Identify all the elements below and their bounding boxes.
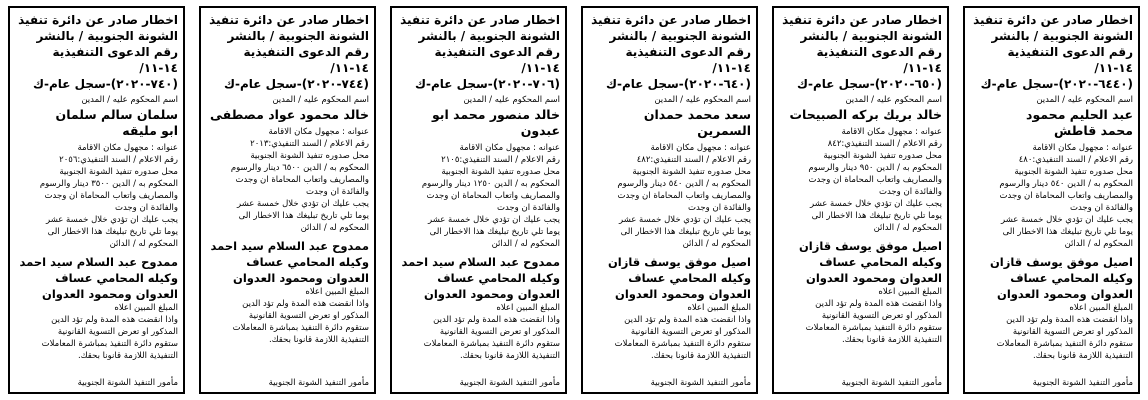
address-line: عنوانه : مجهول مكان الاقامة — [268, 127, 369, 137]
amount-note: المبلغ المبين اعلاه — [305, 287, 369, 297]
warning-text: يجب عليك ان تؤدي خلال خمسة عشر يوما تلي تاريخ تبليغك هذا الاخطار الى المحكوم له / الدائن — [1001, 215, 1133, 249]
notice-header: اخطار صادر عن دائرة تنفيذ الشونة الجنوبية / بالنشر رقم الدعوى التنفيذية ١٤-١١/ (٧٠٦-٢٠٢٠)-سجل عام-ك — [400, 13, 560, 91]
warning-text: يجب عليك ان تؤدي خلال خمسة عشر يوما تلي تاريخ تبليغك هذا الاخطار الى المحكوم له / الدائن — [810, 199, 942, 233]
creditor-name: اصيل موفق يوسف قازان وكيله المحامي عساف العدوان ومحمود العدوان — [607, 255, 751, 301]
signature-line: مأمور التنفيذ الشونة الجنوبية — [650, 378, 751, 388]
creditor-name: ممدوح عبد السلام سيد احمد وكيله المحامي عساف العدوان ومحمود العدوان — [210, 239, 369, 285]
notice-box — [772, 6, 949, 394]
debtor-name: سعد محمد حمدان السمرين — [643, 107, 751, 138]
notice-box — [581, 6, 758, 394]
signature-line: مأمور التنفيذ الشونة الجنوبية — [1032, 378, 1133, 388]
debtor-label: اسم المحكوم عليه / المدين — [654, 95, 751, 105]
issuer-line: محل صدوره تنفيذ الشونة الجنوبية — [59, 167, 178, 177]
signature-line: مأمور التنفيذ الشونة الجنوبية — [77, 378, 178, 388]
debtor-name: خالد محمود عواد مصطفى — [209, 107, 369, 122]
notice-header: اخطار صادر عن دائرة تنفيذ الشونة الجنوبية / بالنشر رقم الدعوى التنفيذية ١٤-١١/ (٦٤٤٠-٢٠٢٠)-سجل عام-ك — [973, 13, 1133, 91]
debtor-name: سلمان سالم سلمان ابو مليقه — [55, 107, 178, 138]
creditor-name: ممدوح عبد السلام سيد احمد وكيله المحامي عساف العدوان ومحمود العدوان — [401, 255, 560, 301]
debtor-label: اسم المحكوم عليه / المدين — [1036, 95, 1133, 105]
signature-line: مأمور التنفيذ الشونة الجنوبية — [268, 378, 369, 388]
debtor-label: اسم المحكوم عليه / المدين — [845, 95, 942, 105]
creditor-name: ممدوح عبد السلام سيد احمد وكيله المحامي عساف العدوان ومحمود العدوان — [19, 255, 178, 301]
announcement-line: رقم الاعلام / السند التنفيذي:٢١٠٥ — [441, 155, 560, 165]
announcement-line: رقم الاعلام / السند التنفيذي:٢٠١٣ — [250, 139, 369, 149]
amount-note: المبلغ المبين اعلاه — [878, 287, 942, 297]
issuer-line: محل صدوره تنفيذ الشونة الجنوبية — [441, 167, 560, 177]
amount-text: المحكوم به / الدين ٣٥٠٠ دينار والرسوم والمصاريف واتعاب المحاماة ان وجدت والفائدة ان وجدت — [39, 179, 178, 213]
notice-header: اخطار صادر عن دائرة تنفيذ الشونة الجنوبية / بالنشر رقم الدعوى التنفيذية ١٤-١١/ (٦٥٠-٢٠٢٠)-سجل عام-ك — [782, 13, 942, 91]
closing-text: واذا انقضت هذه المدة ولم تؤد الدين المذكور او تعرض التسوية القانونية ستقوم دائرة التنفيذ بمباشرة المعاملات التنفيذية اللازمة قانونا بحقك. — [805, 299, 942, 345]
amount-note: المبلغ المبين اعلاه — [496, 303, 560, 313]
notice-box — [390, 6, 567, 394]
announcement-line: رقم الاعلام / السند التنفيذي:٤٨٠ — [1018, 155, 1133, 165]
creditor-name: اصيل موفق يوسف قازان وكيله المحامي عساف العدوان ومحمود العدوان — [798, 239, 942, 285]
amount-text: المحكوم به / الدين ٥٤٠ دينار والرسوم والمصاريف واتعاب المحاماة ان وجدت والفائدة ان وجدت — [617, 179, 751, 213]
notice-box — [963, 6, 1140, 394]
address-line: عنوانه : مجهول مكان الاقامة — [1032, 143, 1133, 153]
issuer-line: محل صدوره تنفيذ الشونة الجنوبية — [823, 151, 942, 161]
amount-text: المحكوم به / الدين ٥٤٠ دينار والرسوم والمصاريف واتعاب المحاماة ان وجدت والفائدة ان وجدت — [999, 179, 1133, 213]
address-line: عنوانه : مجهول مكان الاقامة — [77, 143, 178, 153]
amount-note: المبلغ المبين اعلاه — [114, 303, 178, 313]
debtor-label: اسم المحكوم عليه / المدين — [463, 95, 560, 105]
announcement-line: رقم الاعلام / السند التنفيذي:٨٤٢ — [827, 139, 942, 149]
notice-header: اخطار صادر عن دائرة تنفيذ الشونة الجنوبية / بالنشر رقم الدعوى التنفيذية ١٤-١١/ (٧٤٤-٢٠٢٠)-سجل عام-ك — [209, 13, 369, 91]
warning-text: يجب عليك ان تؤدي خلال خمسة عشر يوما تلي تاريخ تبليغك هذا الاخطار الى المحكوم له / الدائن — [237, 199, 369, 233]
closing-text: واذا انقضت هذه المدة ولم تؤد الدين المذكور او تعرض التسوية القانونية ستقوم دائرة التنفيذ بمباشرة المعاملات التنفيذية اللازمة قانونا بحقك. — [232, 299, 369, 345]
warning-text: يجب عليك ان تؤدي خلال خمسة عشر يوما تلي تاريخ تبليغك هذا الاخطار الى المحكوم له / الدائن — [428, 215, 560, 249]
closing-text: واذا انقضت هذه المدة ولم تؤد الدين المذكور او تعرض التسوية القانونية ستقوم دائرة التنفيذ بمباشرة المعاملات التنفيذية اللازمة قانونا بحقك. — [41, 315, 178, 361]
debtor-name: خالد بريك بركه الصبيحات — [789, 107, 942, 122]
warning-text: يجب عليك ان تؤدي خلال خمسة عشر يوما تلي تاريخ تبليغك هذا الاخطار الى المحكوم له / الدائن — [619, 215, 751, 249]
debtor-name: خالد منصور محمد ابو عبدون — [431, 107, 560, 138]
closing-text: واذا انقضت هذه المدة ولم تؤد الدين المذكور او تعرض التسوية القانونية ستقوم دائرة التنفيذ بمباشرة المعاملات التنفيذية اللازمة قانونا بحقك. — [996, 315, 1133, 361]
address-line: عنوانه : مجهول مكان الاقامة — [650, 143, 751, 153]
address-line: عنوانه : مجهول مكان الاقامة — [841, 127, 942, 137]
amount-text: المحكوم به / الدين ٩٥٠ دينار والرسوم والمصاريف واتعاب المحاماة ان وجدت والفائدة ان وجدت — [808, 163, 942, 197]
announcement-line: رقم الاعلام / السند التنفيذي:٤٨٢ — [636, 155, 751, 165]
closing-text: واذا انقضت هذه المدة ولم تؤد الدين المذكور او تعرض التسوية القانونية ستقوم دائرة التنفيذ بمباشرة المعاملات التنفيذية اللازمة قانونا بحقك. — [614, 315, 751, 361]
announcement-line: رقم الاعلام / السند التنفيذي:٢٠٥٦ — [59, 155, 178, 165]
debtor-name: عبد الحليم محمود محمد قاطش — [1026, 107, 1133, 138]
creditor-name: اصيل موفق يوسف قازان وكيله المحامي عساف العدوان ومحمود العدوان — [989, 255, 1133, 301]
address-line: عنوانه : مجهول مكان الاقامة — [459, 143, 560, 153]
closing-text: واذا انقضت هذه المدة ولم تؤد الدين المذكور او تعرض التسوية القانونية ستقوم دائرة التنفيذ بمباشرة المعاملات التنفيذية اللازمة قانونا بحقك. — [423, 315, 560, 361]
amount-text: المحكوم به / الدين ١٢٥٠ دينار والرسوم والمصاريف واتعاب المحاماة ان وجدت والفائدة ان وجدت — [421, 179, 560, 213]
notice-box — [199, 6, 376, 394]
amount-note: المبلغ المبين اعلاه — [687, 303, 751, 313]
warning-text: يجب عليك ان تؤدي خلال خمسة عشر يوما تلي تاريخ تبليغك هذا الاخطار الى المحكوم له / الدائن — [46, 215, 178, 249]
signature-line: مأمور التنفيذ الشونة الجنوبية — [459, 378, 560, 388]
notice-box — [8, 6, 185, 394]
notice-header: اخطار صادر عن دائرة تنفيذ الشونة الجنوبية / بالنشر رقم الدعوى التنفيذية ١٤-١١/ (٧٤٠-٢٠٢٠)-سجل عام-ك — [18, 13, 178, 91]
issuer-line: محل صدوره تنفيذ الشونة الجنوبية — [632, 167, 751, 177]
issuer-line: محل صدوره تنفيذ الشونة الجنوبية — [1014, 167, 1133, 177]
debtor-label: اسم المحكوم عليه / المدين — [272, 95, 369, 105]
amount-note: المبلغ المبين اعلاه — [1069, 303, 1133, 313]
debtor-label: اسم المحكوم عليه / المدين — [81, 95, 178, 105]
issuer-line: محل صدوره تنفيذ الشونة الجنوبية — [250, 151, 369, 161]
amount-text: المحكوم به / الدين ٦٥٠٠ دينار والرسوم والمصاريف واتعاب المحاماة ان وجدت والفائدة ان وجدت — [230, 163, 369, 197]
signature-line: مأمور التنفيذ الشونة الجنوبية — [841, 378, 942, 388]
notice-header: اخطار صادر عن دائرة تنفيذ الشونة الجنوبية / بالنشر رقم الدعوى التنفيذية ١٤-١١/ (٦٤٠-٢٠٢٠)-سجل عام-ك — [591, 13, 751, 91]
